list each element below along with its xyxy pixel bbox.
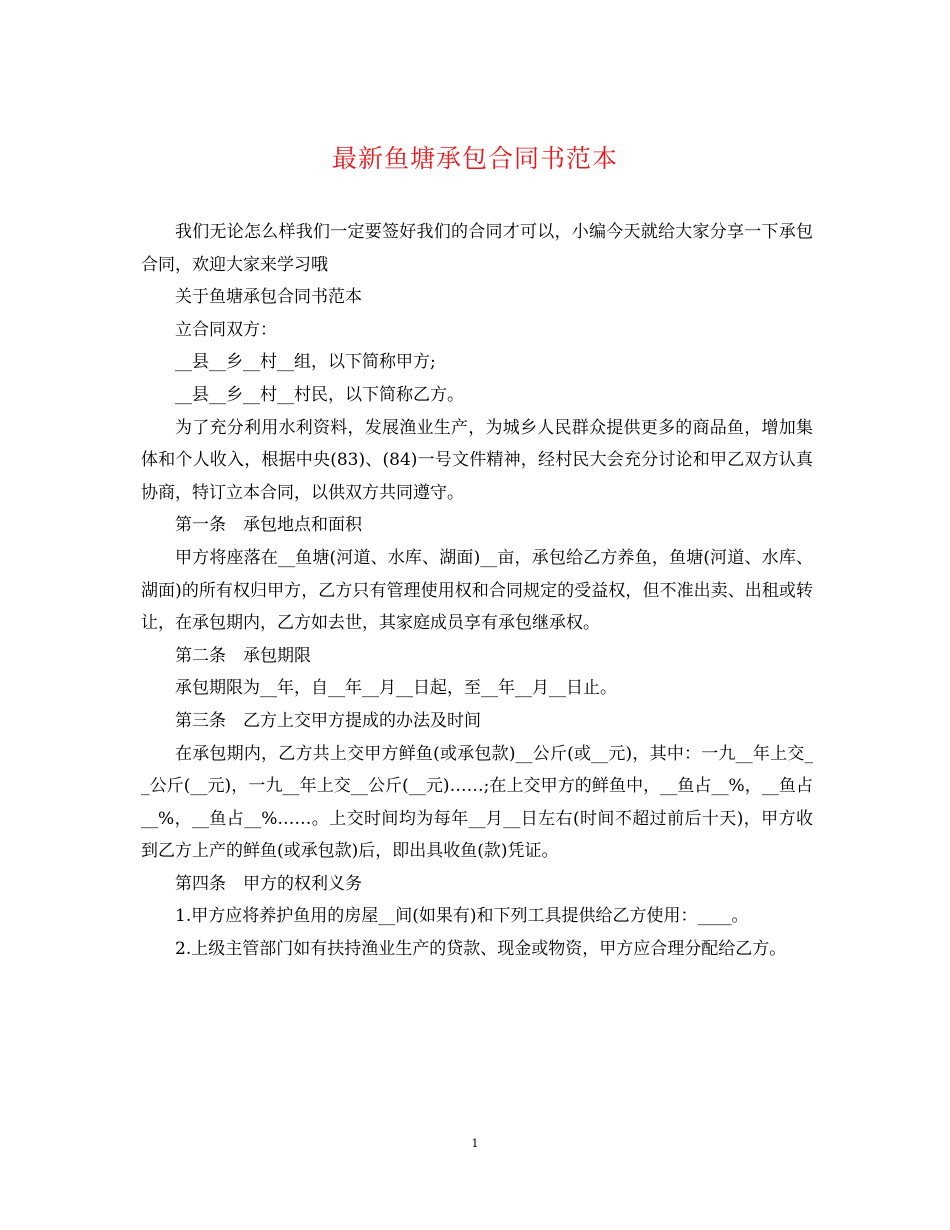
document-title: 最新鱼塘承包合同书范本 xyxy=(331,144,618,173)
paragraph-parties-heading: 立合同双方： xyxy=(175,319,277,340)
paragraph-purpose: 为了充分利用水利资料，发展渔业生产，为城乡人民群众提供更多的商品鱼，增加集体和个人收入，根据中央(83)、(84)一号文件精神，经村民大会充分讨论和甲乙双方认真协商，特订立本合同，以供双方共同遵守。 xyxy=(141,417,813,503)
article-3-heading: 第三条 乙方上交甲方提成的办法及时间 xyxy=(175,710,481,731)
paragraph-intro: 我们无论怎么样我们一定要签好我们的合同才可以，小编今天就给大家分享一下承包合同，欢迎大家来学习哦 xyxy=(141,222,813,275)
article-4-item-2: 2.上级主管部门如有扶持渔业生产的贷款、现金或物资，甲方应合理分配给乙方。 xyxy=(175,939,787,960)
article-1-heading: 第一条 承包地点和面积 xyxy=(175,515,362,536)
article-1-body: 甲方将座落在__鱼塘(河道、水库、湖面)__亩，承包给乙方养鱼，鱼塘(河道、水库、湖面)的所有权归甲方，乙方只有管理使用权和合同规定的受益权，但不准出卖、出租或转让，在承包期内，乙方如去世，其家庭成员享有承包继承权。 xyxy=(141,547,813,634)
article-2-body: 承包期限为__年，自__年__月__日起，至__年__月__日止。 xyxy=(175,678,617,699)
article-3-body: 在承包期内，乙方共上交甲方鲜鱼(或承包款)__公斤(或__元)，其中：一九__年上交__公斤(__元)，一九__年上交__公斤(__元)……;在上交甲方的鲜鱼中，__鱼占__%，__鱼占__%，__鱼占__%……。上交时间均为每年__月__日左右(时间不超过前后十天)，甲方收到乙方上产的鲜鱼(或承包款)后，即出具收鱼(款)凭证。 xyxy=(141,743,813,862)
article-2-heading: 第二条 承包期限 xyxy=(175,645,311,666)
paragraph-subtitle: 关于鱼塘承包合同书范本 xyxy=(175,287,362,308)
article-4-heading: 第四条 甲方的权利义务 xyxy=(175,873,362,894)
article-4-item-1: 1.甲方应将养护鱼用的房屋__间(如果有)和下列工具提供给乙方使用：____。 xyxy=(175,906,749,927)
paragraph-party-a: __县__乡__村__组，以下简称甲方; xyxy=(175,352,436,373)
paragraph-party-b: __县__乡__村__村民，以下简称乙方。 xyxy=(175,384,464,405)
page-number: 1 xyxy=(471,1137,479,1150)
document-body xyxy=(141,216,813,966)
